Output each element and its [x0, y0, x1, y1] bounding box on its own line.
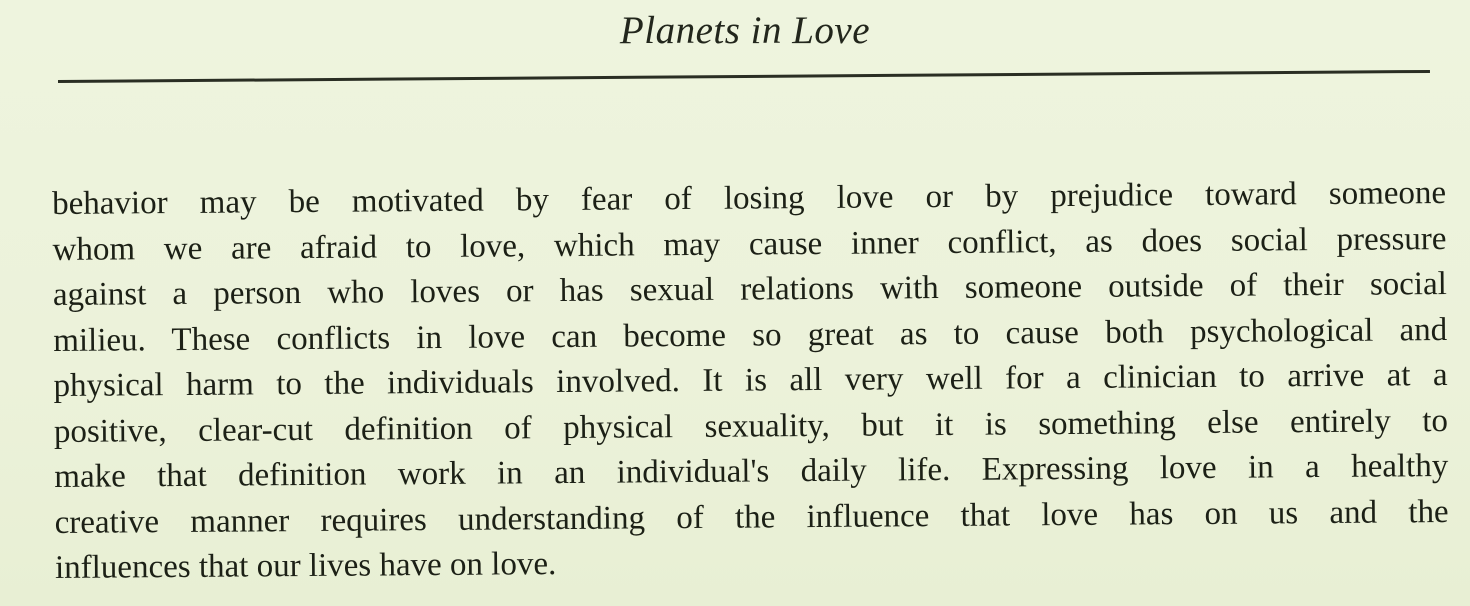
- header-rule: [58, 70, 1430, 83]
- text-line: positive, clear-cut definition of physical sexuality, but it is something else entirely to: [53, 402, 1449, 450]
- text-line: physical harm to the individuals involved. It is all very well for a clinician to arrive at a: [53, 357, 1448, 404]
- text-line: make that definition work in an individual's daily life. Expressing love in a healthy: [54, 448, 1449, 495]
- body-paragraph: [52, 171, 1449, 591]
- text-line: behavior may be motivated by fear of losing love or by prejudice toward someone: [52, 175, 1447, 222]
- running-head-title: Planets in Love: [619, 9, 871, 52]
- text-line: milieu. These conflicts in love can become so great as to cause both psychological and: [53, 311, 1448, 359]
- text-line: whom we are afraid to love, which may cause inner conflict, as does social pressure: [52, 220, 1447, 268]
- text-line: creative manner requires understanding of the influence that love has on us and the: [54, 493, 1449, 541]
- text-line: against a person who loves or has sexual relations with someone outside of their social: [52, 266, 1447, 313]
- text-line: influences that our lives have on love.: [54, 546, 557, 586]
